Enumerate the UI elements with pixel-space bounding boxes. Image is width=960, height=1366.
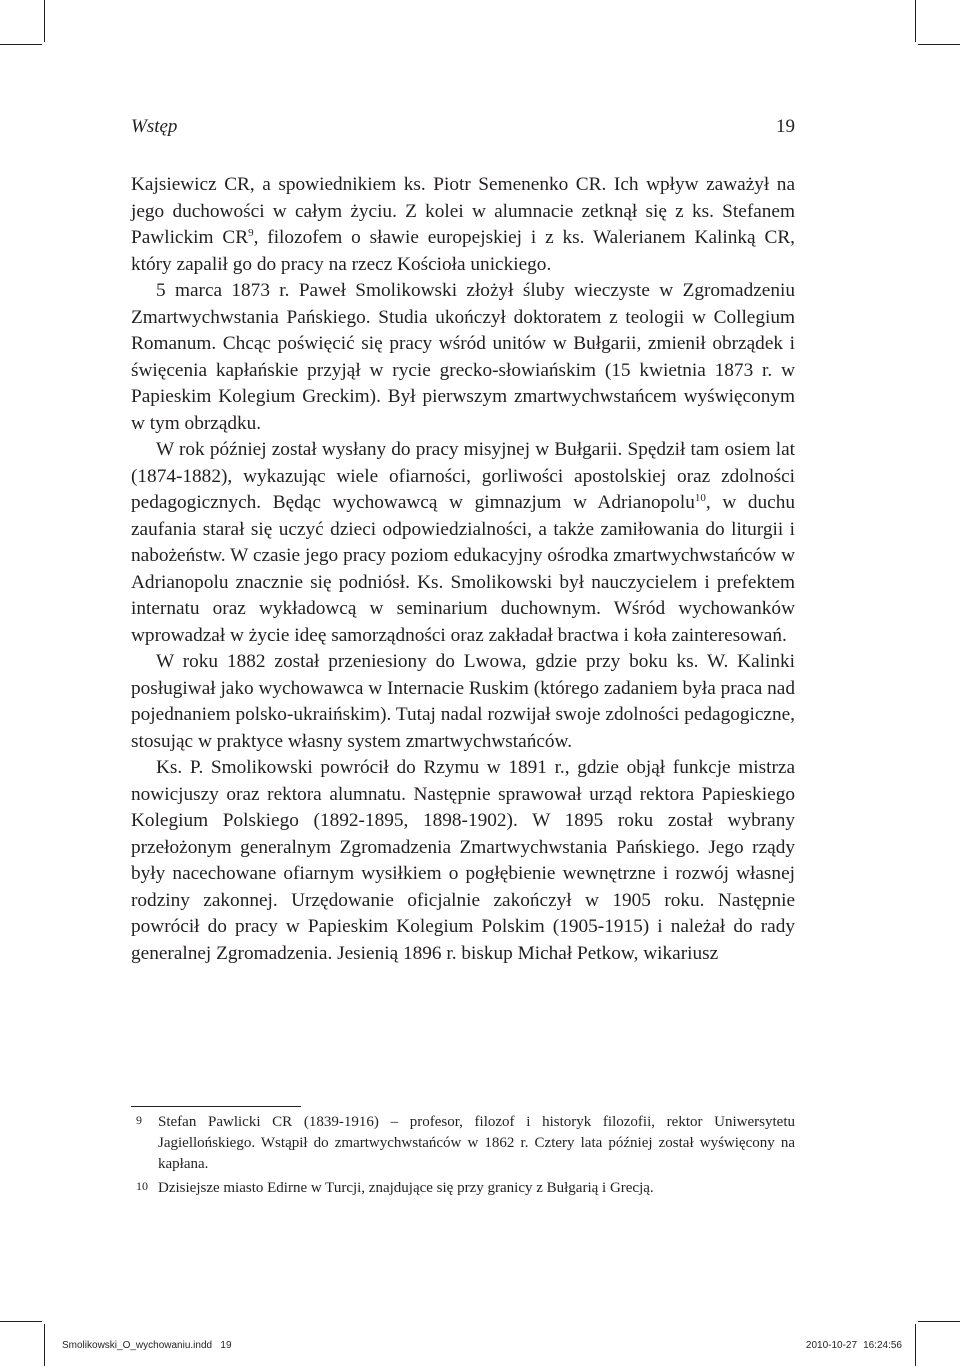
paragraph: 5 marca 1873 r. Paweł Smolikowski złożył śluby wieczyste w Zgromadzeniu Zmartwychwstania Pańskiego. Studia ukończył doktoratem z teologii w Collegium Romanum. Chcąc poświęcić się pracy wśród unitów w Bułgarii, zmienił obrządek i święcenia kapłańskie przyjął w rycie grecko-słowiańskim (15 kwietnia 1873 r. w Papieskim Kolegium Greckim). Był pierwszym zmartwychwstańcem wyświęconym w tym obrządku. bbox=[131, 280, 795, 434]
footnote-number: 9 bbox=[136, 1113, 142, 1127]
footnote-text: Stefan Pawlicki CR (1839-1916) – profesor, filozof i historyk filozofii, rektor Uniwersytetu Jagiellońskiego. Wstąpił do zmartwychwstańców w 1862 r. Cztery lata później został wyświęcony na kapłana. bbox=[158, 1114, 795, 1172]
footnote-text: Dzisiejsze miasto Edirne w Turcji, znajdujące się przy granicy z Bułgarią i Grecją. bbox=[158, 1180, 654, 1196]
crop-mark bbox=[0, 1321, 42, 1322]
print-date: 2010-10-27 bbox=[805, 1340, 858, 1351]
footnotes bbox=[131, 1112, 795, 1202]
crop-mark bbox=[918, 44, 960, 45]
footnote-number: 10 bbox=[136, 1179, 148, 1193]
footnote-ref: 9 bbox=[248, 227, 254, 239]
paragraph: Ks. P. Smolikowski powrócił do Rzymu w 1891 r., gdzie objął funkcje mistrza nowicjuszy oraz rektora alumnatu. Następnie sprawował urząd rektora Papieskiego Kolegium Polskiego (1892-1895, 1898-1902). W 1895 roku został wybrany przełożonym generalnym Zgromadzenia Zmartwychwstania Pańskiego. Jego rządy były nacechowane ofiarnym wysiłkiem o pogłębienie wewnętrzne i rozwój własnej rodziny zakonnej. Urzędowanie oficjalnie zakończył w 1905 roku. Następnie powrócił do pracy w Papieskim Kolegium Polskim (1905-1915) i należał do rady generalnej Zgromadzenia. Jesienią 1896 r. biskup Michał Petkow, wikariusz bbox=[131, 757, 795, 964]
running-header bbox=[131, 112, 795, 142]
paragraph: W rok później został wysłany do pracy misyjnej w Bułgarii. Spędził tam osiem lat (1874-1882), wykazując wiele ofiarności, gorliwości apostolskiej oraz zdolności pedagogicznych. Będąc wychowawcą w gimnazjum w Adrianopolu$^{10}$, w duchu zaufania starał się uczyć dzieci odpowiedzialności, a także zamiłowania do liturgii i nabożeństw. W czasie jego pracy poziom edukacyjny ośrodka zmartwychwstańców w Adrianopolu znacznie się podniósł. Ks. Smolikowski był nauczycielem i prefektem internatu oraz wykładowcą w seminarium duchownym. Wśród wychowanków wprowadzał w życie ideę samorządności oraz zakładał bractwa i koła zainteresowań. bbox=[131, 439, 795, 646]
footnote-rule bbox=[131, 1106, 301, 1107]
print-time: 16:24:56 bbox=[863, 1340, 902, 1351]
footnote bbox=[131, 1112, 795, 1175]
crop-mark bbox=[44, 1324, 45, 1366]
footnote-ref: 10 bbox=[694, 492, 706, 504]
footnote bbox=[131, 1178, 795, 1199]
crop-mark bbox=[918, 1321, 960, 1322]
crop-mark bbox=[915, 0, 916, 42]
page-number: 19 bbox=[776, 116, 795, 137]
crop-mark bbox=[44, 0, 45, 42]
file-slug: Smolikowski_O_wychowaniu.indd 19 bbox=[62, 1340, 232, 1351]
body-text bbox=[131, 172, 795, 967]
crop-mark bbox=[915, 1324, 916, 1366]
print-timestamp bbox=[806, 1339, 902, 1353]
running-title: Wstęp bbox=[131, 116, 178, 137]
paragraph: Kajsiewicz CR, a spowiednikiem ks. Piotr Semenenko CR. Ich wpływ zaważył na jego duchowości w całym życiu. Z kolei w alumnacie zetknął się z ks. Stefanem Pawlickim $CR^9$, filozofem o sławie europejskiej i z ks. Walerianem Kalinką CR, który zapalił go do pracy na rzecz Kościoła unickiego. bbox=[131, 174, 796, 275]
paragraph: W roku 1882 został przeniesiony do Lwowa, gdzie przy boku ks. W. Kalinki posługiwał jako wychowawca w Internacie Ruskim (którego zadaniem była praca nad pojednaniem polsko-ukraińskim). Tutaj nadal rozwijał swoje zdolności pedagogiczne, stosując w praktyce własny system zmartwychwstańców. bbox=[131, 651, 795, 752]
crop-mark bbox=[0, 44, 42, 45]
